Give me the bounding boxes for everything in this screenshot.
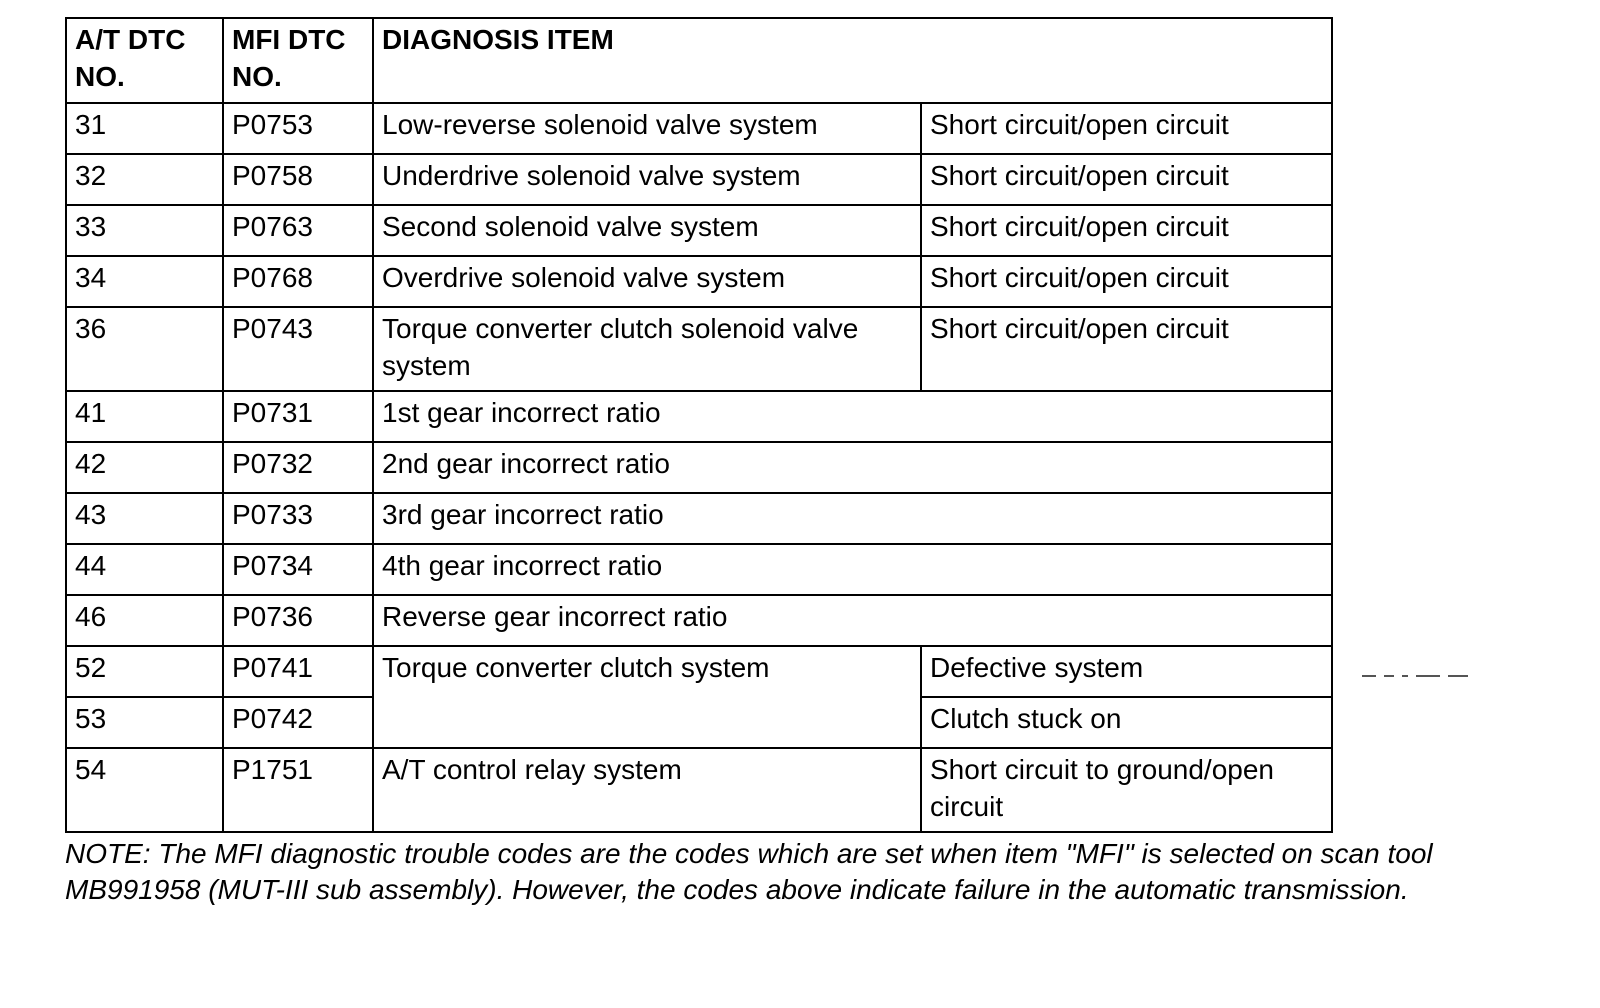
at-dtc-cell: 34 bbox=[66, 256, 223, 307]
at-dtc-cell: 53 bbox=[66, 697, 223, 748]
condition-cell: Short circuit/open circuit bbox=[921, 205, 1332, 256]
at-dtc-cell: 46 bbox=[66, 595, 223, 646]
mfi-dtc-cell: P0733 bbox=[223, 493, 373, 544]
table-header-row bbox=[66, 18, 1332, 103]
at-dtc-cell: 36 bbox=[66, 307, 223, 391]
diagnosis-item-cell: Underdrive solenoid valve system bbox=[373, 154, 921, 205]
mfi-dtc-cell: P0753 bbox=[223, 103, 373, 154]
mfi-dtc-cell: P0734 bbox=[223, 544, 373, 595]
at-dtc-cell: 41 bbox=[66, 391, 223, 442]
table-row bbox=[66, 205, 1332, 256]
diagnosis-item-cell: 3rd gear incorrect ratio bbox=[373, 493, 1332, 544]
condition-cell: Short circuit to ground/open circuit bbox=[921, 748, 1332, 832]
diagnosis-item-cell: Reverse gear incorrect ratio bbox=[373, 595, 1332, 646]
at-dtc-cell: 42 bbox=[66, 442, 223, 493]
mfi-dtc-cell: P0758 bbox=[223, 154, 373, 205]
at-dtc-cell: 31 bbox=[66, 103, 223, 154]
table-row bbox=[66, 493, 1332, 544]
condition-cell: Clutch stuck on bbox=[921, 697, 1332, 748]
mfi-dtc-cell: P1751 bbox=[223, 748, 373, 832]
condition-cell: Short circuit/open circuit bbox=[921, 154, 1332, 205]
condition-cell: Short circuit/open circuit bbox=[921, 256, 1332, 307]
mfi-dtc-cell: P0732 bbox=[223, 442, 373, 493]
at-dtc-cell: 33 bbox=[66, 205, 223, 256]
diagnosis-item-cell: 4th gear incorrect ratio bbox=[373, 544, 1332, 595]
mfi-dtc-cell: P0731 bbox=[223, 391, 373, 442]
diagnosis-item-cell: Second solenoid valve system bbox=[373, 205, 921, 256]
diagnosis-item-cell: A/T control relay system bbox=[373, 748, 921, 832]
table-row bbox=[66, 307, 1332, 391]
at-dtc-cell: 54 bbox=[66, 748, 223, 832]
condition-cell: Short circuit/open circuit bbox=[921, 307, 1332, 391]
header-diagnosis-item: DIAGNOSIS ITEM bbox=[373, 18, 1332, 103]
condition-cell: Defective system bbox=[921, 646, 1332, 697]
at-dtc-cell: 52 bbox=[66, 646, 223, 697]
at-dtc-cell: 32 bbox=[66, 154, 223, 205]
dtc-table bbox=[65, 17, 1333, 833]
condition-cell: Short circuit/open circuit bbox=[921, 103, 1332, 154]
table-row bbox=[66, 103, 1332, 154]
table-row bbox=[66, 256, 1332, 307]
footnote: NOTE: The MFI diagnostic trouble codes are the codes which are set when item "MFI" is selected on scan tool MB991958 (MUT-III sub assembly). However, the codes above indicate failure in the automatic transmission. bbox=[65, 838, 1433, 905]
table-row bbox=[66, 748, 1332, 832]
diagnosis-item-cell: Torque converter clutch system bbox=[373, 646, 921, 748]
diagnosis-item-cell: 1st gear incorrect ratio bbox=[373, 391, 1332, 442]
at-dtc-cell: 44 bbox=[66, 544, 223, 595]
mfi-dtc-cell: P0763 bbox=[223, 205, 373, 256]
mfi-dtc-cell: P0743 bbox=[223, 307, 373, 391]
table-row bbox=[66, 391, 1332, 442]
table-row bbox=[66, 442, 1332, 493]
header-mfi-dtc: MFI DTC NO. bbox=[223, 18, 373, 103]
header-at-dtc: A/T DTC NO. bbox=[66, 18, 223, 103]
cropped-figure-label-fragment bbox=[1362, 671, 1472, 683]
diagnosis-item-cell: Low-reverse solenoid valve system bbox=[373, 103, 921, 154]
diagnosis-item-cell: Torque converter clutch solenoid valve system bbox=[373, 307, 921, 391]
at-dtc-cell: 43 bbox=[66, 493, 223, 544]
mfi-dtc-cell: P0736 bbox=[223, 595, 373, 646]
table-row bbox=[66, 154, 1332, 205]
table-row bbox=[66, 646, 1332, 697]
table-row bbox=[66, 595, 1332, 646]
mfi-dtc-cell: P0741 bbox=[223, 646, 373, 697]
diagnosis-item-cell: Overdrive solenoid valve system bbox=[373, 256, 921, 307]
diagnosis-item-cell: 2nd gear incorrect ratio bbox=[373, 442, 1332, 493]
mfi-dtc-cell: P0742 bbox=[223, 697, 373, 748]
mfi-dtc-cell: P0768 bbox=[223, 256, 373, 307]
table-row bbox=[66, 544, 1332, 595]
